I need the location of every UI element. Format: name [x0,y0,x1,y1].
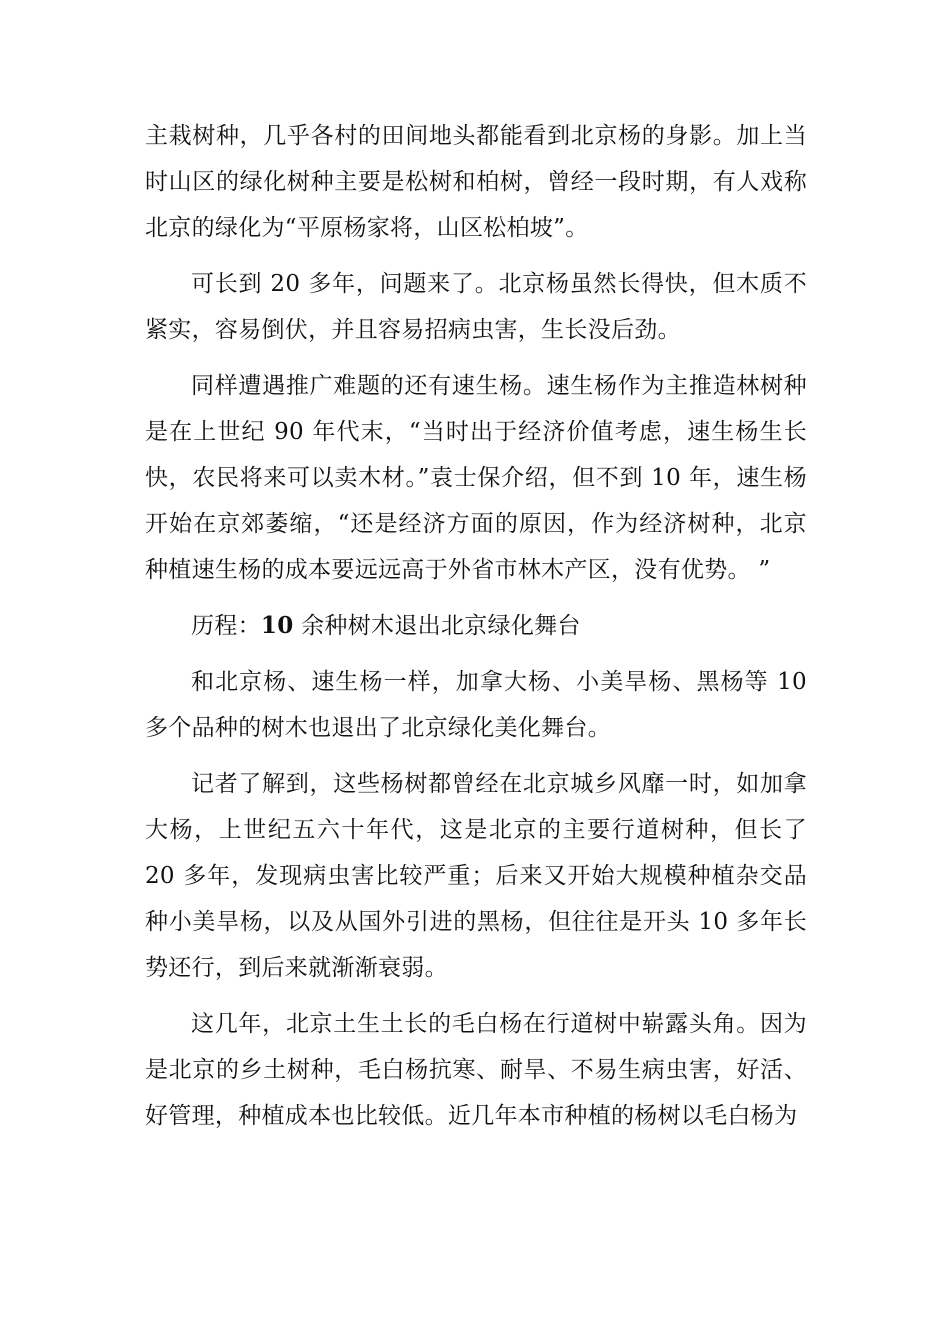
section-heading-prefix: 历程： [191,613,261,639]
paragraph-problem: 可长到 20 多年，问题来了。北京杨虽然长得快，但木质不紧实，容易倒伏，并且容易招病虫害，生长没后劲。 [145,271,807,343]
document-body [145,113,807,1149]
section-heading-suffix: 余种树木退出北京绿化舞台 [293,613,581,639]
paragraph-fast-growing-poplar: 同样遭遇推广难题的还有速生杨。速生杨作为主推造林树种是在上世纪 90 年代末，“当时出于经济价值考虑，速生杨生长快，农民将来可以卖木材。”袁士保介绍，但不到 10 年，速生杨开始在京郊萎缩，“还是经济方面的原因，作为经济树种，北京种植速生杨的成本要远远高于外省市林木产区，没有优势。 ” [145,373,807,583]
section-heading [145,603,807,649]
paragraph-white-poplar: 这几年，北京土生土长的毛白杨在行道树中崭露头角。因为是北京的乡土树种，毛白杨抗寒、耐旱、不易生病虫害，好活、好管理，种植成本也比较低。近几年本市种植的杨树以毛白杨为 [145,1011,807,1129]
paragraph-poplar-history: 记者了解到，这些杨树都曾经在北京城乡风靡一时，如加拿大杨，上世纪五六十年代，这是北京的主要行道树种，但长了 20 多年，发现病虫害比较严重；后来又开始大规模种植杂交品种小美旱杨，以及从国外引进的黑杨，但往往是开头 10 多年长势还行，到后来就渐渐衰弱。 [145,771,807,981]
paragraph-withdrawn-species: 和北京杨、速生杨一样，加拿大杨、小美旱杨、黑杨等 10 多个品种的树木也退出了北京绿化美化舞台。 [145,669,807,741]
paragraph-continuation: 主栽树种，几乎各村的田间地头都能看到北京杨的身影。加上当时山区的绿化树种主要是松树和柏树，曾经一段时期，有人戏称北京的绿化为“平原杨家将，山区松柏坡”。 [145,123,807,241]
section-heading-number: 10 [260,612,294,639]
